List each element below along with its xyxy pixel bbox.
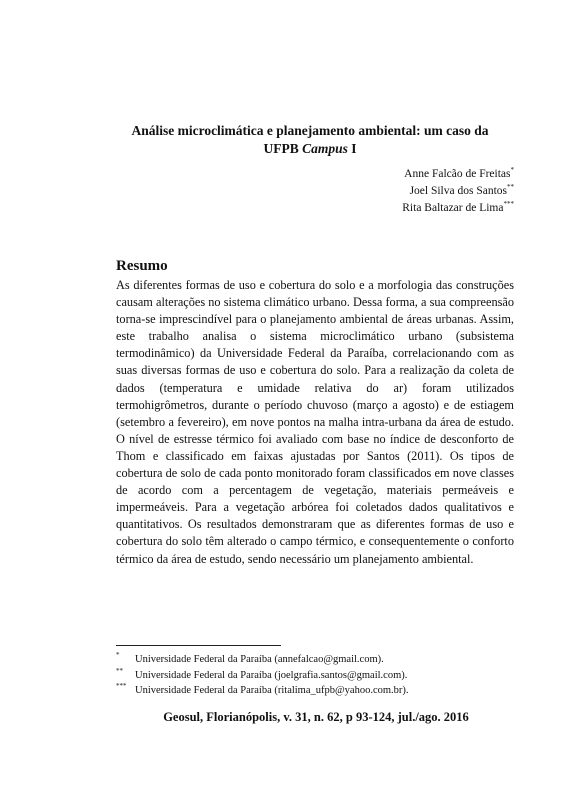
footnote-mark: *** — [116, 682, 127, 690]
footnote-2 — [116, 668, 526, 684]
author-list — [402, 166, 514, 217]
author-footnote-mark: *** — [503, 200, 514, 208]
footnote-mark: ** — [116, 666, 123, 675]
abstract-body: As diferentes formas de uso e cobertura do solo e a morfologia das construções causam alterações no sistema climático urbano. Dessa forma, a sua compreensão torna-se imprescindível para o planejamento ambiental de áreas urbanas. Assim, este trabalho analisa o sistema microclimático urbano (subsistema termodinâmico) da Universidade Federal da Paraíba, correlacionando com as suas diversas formas de uso e cobertura do solo. Para a realização da coleta de dados (temperatura e umidade relativa do ar) foram utilizados termohigrômetros, durante o período chuvoso (março a agosto) e de estiagem (setembro a fevereiro), em nove pontos na malha intra-urbana da área de estudo. O nível de estresse térmico foi avaliado com base no índice de desconforto de Thom e classificado em faixas ajustadas por Santos (2011). Os tipos de cobertura de solo de cada ponto monitorado foram classificados em nove classes de acordo com a percentagem de vegetação, materiais permeáveis e impermeáveis. Para a vegetação arbórea foi coletados dados qualitativos e quantitativos. Os resultados demonstraram que as diferentes formas de uso e cobertura do solo têm alterado o campo térmico, e consequentemente o conforto térmico da área de estudo, sendo necessário um planejamento ambiental. — [116, 278, 514, 566]
footnote-divider — [116, 645, 281, 646]
abstract-heading: Resumo — [116, 258, 168, 274]
author-name: Rita Baltazar de Lima — [402, 202, 504, 214]
footnote-3 — [116, 683, 526, 699]
title-line-2-suffix: I — [347, 141, 357, 156]
author-2 — [402, 183, 514, 200]
footnote-text: Universidade Federal da Paraíba (annefalcao@gmail.com). — [135, 654, 384, 665]
footnote-text: Universidade Federal da Paraíba (joelgrafia.santos@gmail.com). — [135, 669, 408, 681]
title-line-2 — [100, 140, 520, 158]
author-footnote-mark: * — [510, 166, 514, 174]
journal-citation: Geosul, Florianópolis, v. 31, n. 62, p 93-124, jul./ago. 2016 — [163, 710, 469, 724]
author-1 — [402, 166, 514, 183]
author-footnote-mark: ** — [507, 183, 514, 191]
footnote-mark: * — [116, 651, 120, 659]
paper-title — [100, 122, 520, 158]
footnote-text: Universidade Federal da Paraíba (ritalima_ufpb@yahoo.com.br). — [135, 685, 409, 696]
footnotes — [116, 652, 526, 699]
footnote-1 — [116, 652, 526, 668]
title-campus-italic: Campus — [302, 141, 348, 156]
author-name: Anne Falcão de Freitas — [404, 168, 511, 180]
author-3 — [402, 200, 514, 217]
author-name: Joel Silva dos Santos — [409, 185, 507, 197]
title-line-1: Análise microclimática e planejamento ambiental: um caso da — [131, 123, 489, 138]
title-line-2-prefix: UFPB — [263, 141, 303, 156]
